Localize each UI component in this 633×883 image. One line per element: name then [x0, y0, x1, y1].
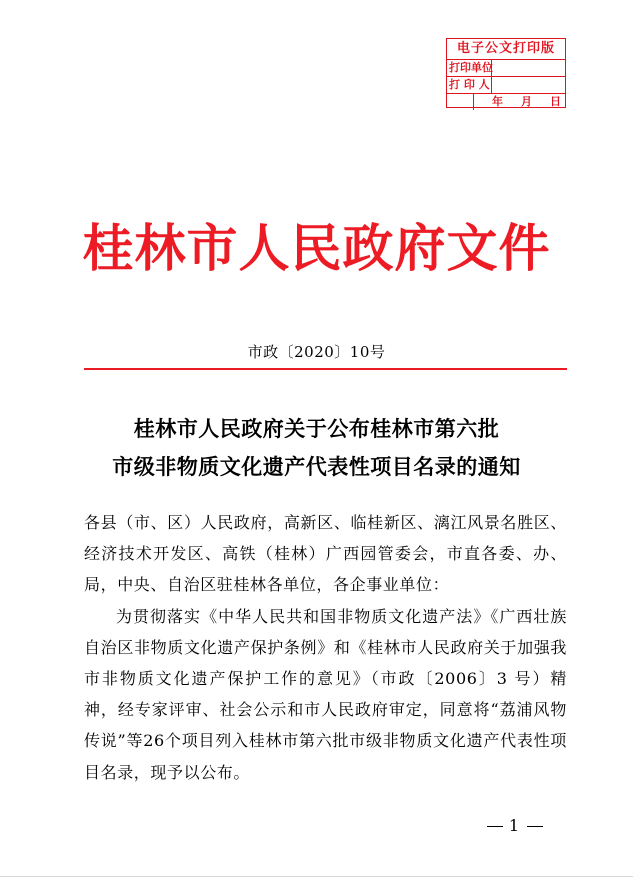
addressee-paragraph: 各县（市、区）人民政府，高新区、临桂新区、漓江风景名胜区、经济技术开发区、高铁（桂林）广西园管委会，市直各委、办、局，中央、自治区驻桂林各单位，各企事业单位：: [84, 513, 567, 595]
page-number-value: 1: [508, 816, 522, 835]
page-bottom-border: [0, 876, 633, 877]
stamp-month-label: 月: [521, 95, 532, 108]
stamp-person-value: [492, 77, 565, 93]
stamp-date: [474, 94, 565, 110]
document-header-title: 桂林市人民政府文件: [82, 219, 551, 279]
stamp-title: 电子公文打印版: [447, 39, 565, 60]
stamp-row-date: [447, 94, 565, 110]
page-number: [480, 816, 550, 835]
electronic-print-stamp: [446, 38, 566, 108]
document-number: 市政〔2020〕10号: [247, 343, 386, 361]
page-dash-right: [527, 826, 543, 827]
stamp-year-label: 年: [492, 95, 503, 108]
document-body: [84, 507, 567, 788]
stamp-row-person: [447, 77, 565, 94]
stamp-date-spacer: [447, 94, 474, 110]
stamp-person-label: 打 印 人: [447, 77, 492, 93]
stamp-unit-label: 打印单位: [449, 61, 493, 74]
body-paragraph-1: 为贯彻落实《中华人民共和国非物质文化遗产法》《广西壮族自治区非物质文化遗产保护条例》和《桂林市人民政府关于加强我市非物质文化遗产保护工作的意见》（市政〔2006〕3 号）精神，经专家评审、社会公示和市人民政府审定，同意将“荔浦风物传说”等26个项目列入桂林市第六批市级非物质文化遗产代表性项目名录，现予以公布。: [84, 606, 567, 782]
stamp-row-unit: [447, 60, 565, 77]
document-title-line-1: 桂林市人民政府关于公布桂林市第六批: [133, 416, 500, 441]
red-separator-line: [84, 368, 567, 370]
stamp-day-label: 日: [550, 95, 561, 108]
page-dash-left: [487, 826, 503, 827]
stamp-unit-value: [492, 60, 565, 76]
document-title-line-2: 市级非物质文化遗产代表性项目名录的通知: [112, 454, 521, 479]
